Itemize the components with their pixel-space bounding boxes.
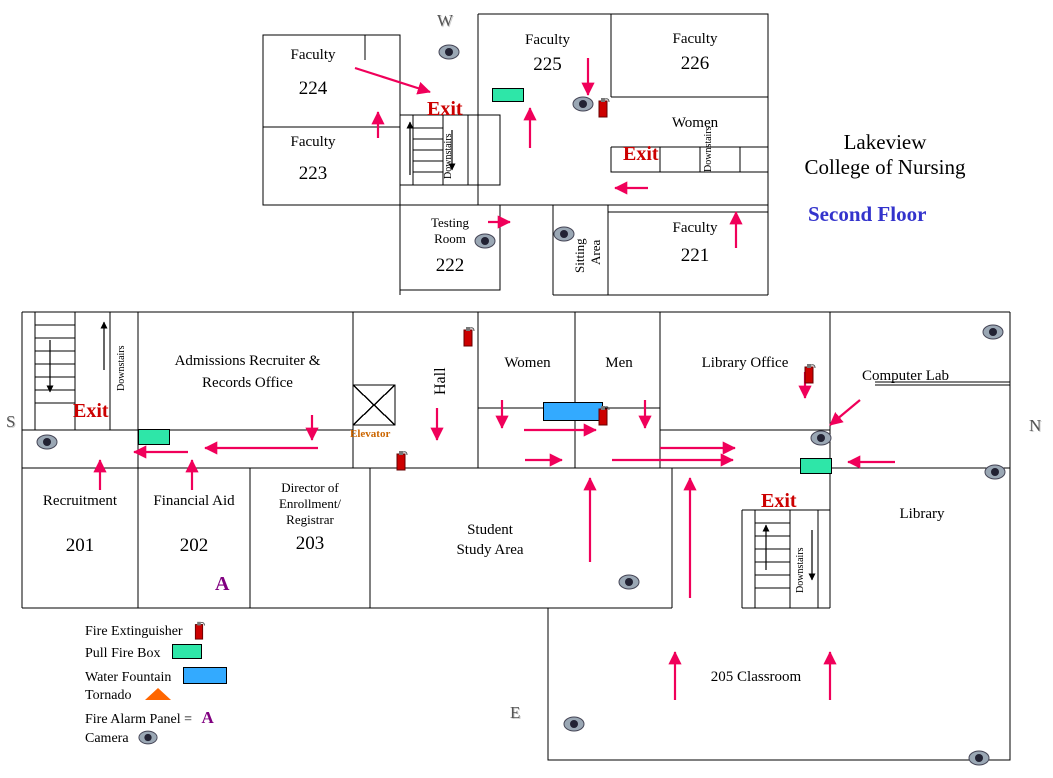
legend-item-tornado xyxy=(85,686,235,705)
fire-extinguisher-icon xyxy=(596,404,610,426)
legend-item-pull-fire-box xyxy=(85,642,235,661)
room-222-number: 222 xyxy=(435,255,465,276)
room-men-name: Men xyxy=(605,355,633,371)
downstairs-lower-right-label: Downstairs xyxy=(795,547,806,593)
camera-icon xyxy=(474,233,496,249)
camera-icon xyxy=(984,464,1006,480)
room-222-name-line2: Room xyxy=(434,231,466,246)
legend-item-fire-extinguisher xyxy=(85,620,235,639)
water-fountain-icon xyxy=(183,667,227,684)
pull-fire-box-icon xyxy=(172,644,202,659)
compass-south: S xyxy=(6,412,16,431)
room-224-number: 224 xyxy=(298,78,328,99)
room-226-name: Faculty xyxy=(672,31,718,47)
camera-icon xyxy=(36,434,58,450)
legend-item-fire-alarm-panel xyxy=(85,708,235,727)
title-line2: College of Nursing xyxy=(804,155,966,180)
legend-item-water-fountain xyxy=(85,664,235,683)
legend-label-water-fountain: Water Fountain xyxy=(85,670,172,685)
admissions-office-line2: Records Office xyxy=(202,375,293,391)
legend-label-pull-fire-box: Pull Fire Box xyxy=(85,646,161,661)
water-fountain-icon xyxy=(543,402,603,421)
room-201-name: Recruitment xyxy=(42,493,118,509)
fire-extinguisher-icon xyxy=(461,325,475,347)
admissions-office-line1: Admissions Recruiter & xyxy=(174,353,321,369)
fire-alarm-panel-icon: A xyxy=(201,708,214,727)
camera-icon xyxy=(618,574,640,590)
room-221-name: Faculty xyxy=(672,220,718,236)
classroom-205-name: 205 Classroom xyxy=(710,669,802,685)
tornado-icon xyxy=(143,686,173,702)
camera-icon xyxy=(982,324,1004,340)
room-222-name-line1: Testing xyxy=(430,215,470,230)
floor-label: Second Floor xyxy=(808,202,927,226)
downstairs-upper-left-label: Downstairs xyxy=(443,133,454,179)
hall-label: Hall xyxy=(432,367,449,395)
room-203-name-line2: Enrollment/ xyxy=(278,496,342,511)
exit-label-northeast: Exit xyxy=(623,143,659,165)
fire-extinguisher-icon xyxy=(394,449,408,471)
sitting-area-line1: Sitting xyxy=(572,238,587,274)
room-203-number: 203 xyxy=(295,533,325,554)
library-name: Library xyxy=(899,506,945,522)
legend-label-fire-alarm-panel: Fire Alarm Panel = xyxy=(85,712,193,727)
legend-label-camera: Camera xyxy=(85,731,129,746)
room-223-number: 223 xyxy=(298,163,328,184)
compass-north: N xyxy=(1029,416,1042,435)
camera-icon xyxy=(138,730,158,745)
fire-extinguisher-icon xyxy=(802,362,816,384)
legend-item-camera xyxy=(85,730,235,749)
camera-icon xyxy=(553,226,575,242)
exit-label-north: Exit xyxy=(427,98,463,120)
exit-label-southwest: Exit xyxy=(73,400,109,422)
room-203-name-line1: Director of xyxy=(281,480,339,495)
student-study-area-line1: Student xyxy=(467,522,513,538)
stair-direction-arrows xyxy=(50,122,812,580)
room-203-name-line3: Registrar xyxy=(286,512,334,527)
room-202-name: Financial Aid xyxy=(153,493,235,509)
compass-west: W xyxy=(437,11,454,30)
room-201-number: 201 xyxy=(65,535,95,556)
room-226-number: 226 xyxy=(680,53,710,74)
pull-fire-box-icon xyxy=(800,458,832,474)
camera-icon xyxy=(563,716,585,732)
room-221-number: 221 xyxy=(680,245,710,266)
pull-fire-box-icon xyxy=(138,429,170,445)
room-223-name: Faculty xyxy=(290,134,336,150)
room-225-number: 225 xyxy=(533,54,562,75)
room-202-number: 202 xyxy=(179,535,209,556)
page-title xyxy=(780,130,990,180)
library-office-name: Library Office xyxy=(701,355,789,371)
pull-fire-box-icon xyxy=(492,88,524,102)
fire-extinguisher-icon xyxy=(596,96,610,118)
exit-label-southeast: Exit xyxy=(761,490,797,512)
downstairs-upper-label: Downstairs xyxy=(703,126,714,172)
legend xyxy=(85,620,235,752)
room-women-upper-name: Women xyxy=(671,115,719,131)
student-study-area-line2: Study Area xyxy=(456,542,524,558)
compass-east: E xyxy=(510,703,521,722)
camera-icon xyxy=(572,96,594,112)
camera-icon xyxy=(438,44,460,60)
camera-icon xyxy=(810,430,832,446)
room-224-name: Faculty xyxy=(290,47,336,63)
legend-label-tornado: Tornado xyxy=(85,688,132,703)
computer-lab-name: Computer Lab xyxy=(861,368,950,384)
legend-label-fire-extinguisher: Fire Extinguisher xyxy=(85,624,183,639)
fire-extinguisher-icon xyxy=(192,620,206,640)
elevator-label: Elevator xyxy=(350,428,391,440)
room-women-lower-name: Women xyxy=(504,355,551,371)
room-225-name: Faculty xyxy=(525,32,570,48)
downstairs-lower-left-label: Downstairs xyxy=(116,345,127,391)
camera-icon xyxy=(968,750,990,766)
fire-alarm-panel-marker: A xyxy=(215,573,230,595)
sitting-area-line2: Area xyxy=(588,239,603,265)
title-line1: Lakeview xyxy=(843,130,927,154)
